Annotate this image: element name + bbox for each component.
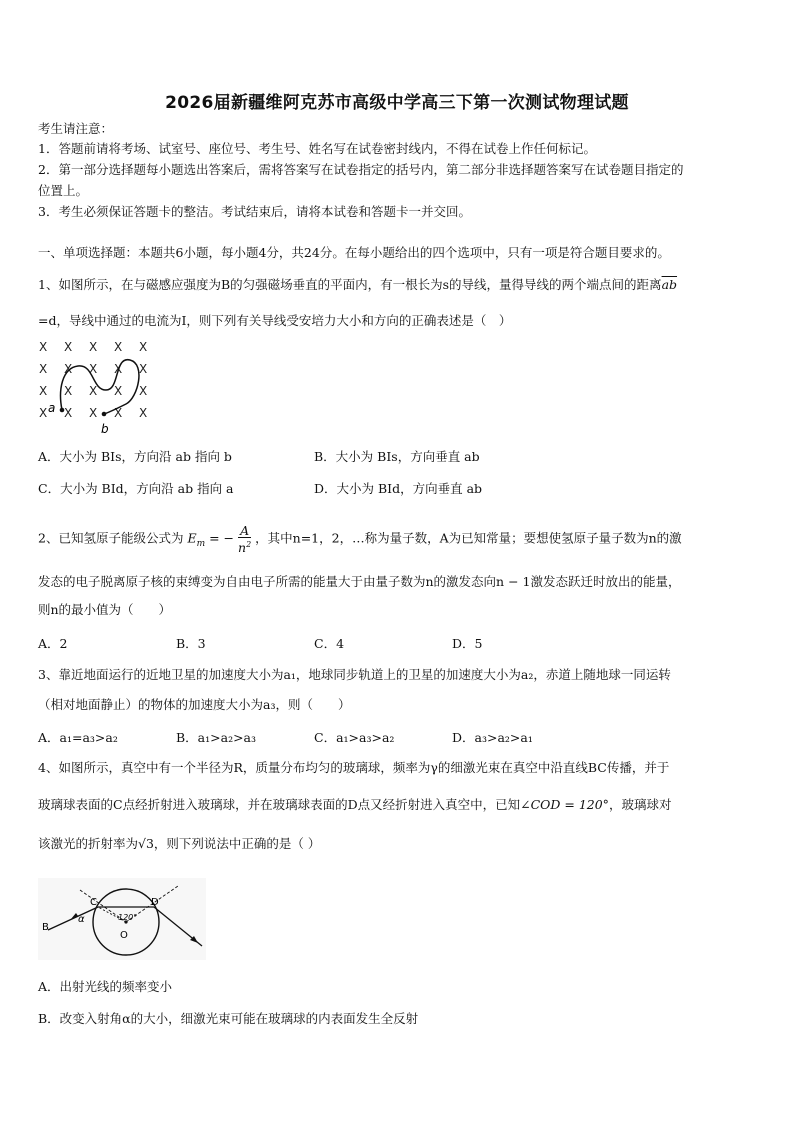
- q1-option-b[interactable]: B．大小为 BIs，方向垂直 ab: [314, 449, 480, 464]
- q1-option-d[interactable]: D．大小为 BId，方向垂直 ab: [314, 481, 483, 496]
- curved-wire: [61, 360, 139, 414]
- q3-option-a[interactable]: A．a₁=a₃>a₂: [38, 730, 118, 745]
- formula-den: n: [238, 540, 247, 556]
- x-mark: X: [114, 384, 123, 398]
- page-title: 2026届新疆维阿克苏市高级中学高三下第一次测试物理试题: [165, 93, 629, 113]
- label-O: O: [120, 930, 128, 941]
- x-mark: X: [64, 406, 73, 420]
- x-mark: X: [139, 362, 148, 376]
- q1-option-a[interactable]: A．大小为 BIs，方向沿 ab 指向 b: [38, 449, 232, 464]
- q4-stem-line1: 4、如图所示，真空中有一个半径为R，质量分布均匀的玻璃球，频率为γ的细激光束在真空中沿直线BC传播，并于: [38, 760, 670, 775]
- q4-option-a[interactable]: A．出射光线的频率变小: [38, 979, 173, 994]
- x-mark: X: [89, 406, 98, 420]
- x-mark: X: [89, 340, 98, 354]
- q1-magnetic-field-figure: [34, 338, 164, 438]
- formula-num: A: [238, 524, 251, 538]
- q1-stem-line2: =d，导线中通过的电流为I，则下列有关导线受安培力大小和方向的正确表述是（ ）: [38, 313, 512, 328]
- notice-heading: 考生请注意：: [38, 121, 114, 136]
- formula-pow: 2: [246, 540, 252, 549]
- x-mark: X: [39, 362, 48, 376]
- q4-stem-text-b: ，玻璃球对: [608, 797, 672, 812]
- x-mark: X: [39, 340, 48, 354]
- x-mark: X: [139, 384, 148, 398]
- x-mark: X: [64, 362, 73, 376]
- x-mark: X: [64, 340, 73, 354]
- formula-fraction: [238, 524, 251, 554]
- notice-item-2-cont: 位置上。: [38, 183, 89, 198]
- q2-stem-line1: [38, 524, 682, 554]
- x-mark: X: [39, 384, 48, 398]
- q2-option-b[interactable]: B．3: [176, 636, 206, 651]
- q2-stem-text-a: 2、已知氢原子能级公式为: [38, 530, 184, 546]
- x-mark: X: [89, 384, 98, 398]
- q2-option-c[interactable]: C．4: [314, 636, 345, 651]
- q2-stem-line2: 发态的电子脱离原子核的束缚变为自由电子所需的能量大于由量子数为n的激发态向n − 1激发态跃迁时放出的能量，: [38, 574, 681, 589]
- q4-stem-line2: [38, 796, 671, 814]
- q2-option-d[interactable]: D．5: [452, 636, 483, 651]
- label-b: b: [101, 422, 109, 436]
- formula-sub: m: [196, 539, 206, 550]
- q2-stem-line3: 则n的最小值为（ ）: [38, 602, 172, 617]
- q2-option-a[interactable]: A．2: [38, 636, 68, 651]
- label-D: D: [151, 897, 159, 908]
- q2-energy-formula: [187, 524, 251, 554]
- x-mark: X: [114, 362, 123, 376]
- label-B: B: [42, 922, 49, 933]
- x-mark: X: [114, 406, 123, 420]
- formula-lhs: E: [187, 530, 197, 546]
- q3-stem-line1: 3、靠近地面运行的近地卫星的加速度大小为a₁，地球同步轨道上的卫星的加速度大小为a₂，赤道上随地球一同运转: [38, 667, 671, 682]
- q1-stem-text: 1、如图所示，在与磁感应强度为B的匀强磁场垂直的平面内，有一根长为s的导线，量得导线的两个端点间的距离: [38, 277, 662, 292]
- formula-eq: = −: [209, 530, 235, 546]
- x-mark: X: [114, 340, 123, 354]
- x-mark: X: [39, 406, 48, 420]
- x-mark: X: [89, 362, 98, 376]
- q2-stem-text-b: ，其中n=1，2，…称为量子数，A为已知常量；要想使氢原子量子数为n的激: [255, 530, 682, 546]
- q1-option-c[interactable]: C．大小为 BId，方向沿 ab 指向 a: [38, 481, 234, 496]
- q4-angle-formula: ∠COD = 120°: [520, 797, 609, 812]
- q3-option-d[interactable]: D．a₃>a₂>a₁: [452, 730, 533, 745]
- endpoint-b: [102, 412, 107, 417]
- x-mark: X: [64, 384, 73, 398]
- q3-option-b[interactable]: B．a₁>a₂>a₃: [176, 730, 257, 745]
- x-mark: X: [139, 406, 148, 420]
- q3-stem-line2: （相对地面静止）的物体的加速度大小为a₃，则（ ）: [38, 697, 351, 712]
- q4-glass-sphere-figure: [38, 878, 206, 960]
- label-a: a: [48, 401, 56, 415]
- notice-item-1: 1．答题前请将考场、试室号、座位号、考生号、姓名写在试卷密封线内，不得在试卷上作任何标记。: [38, 141, 596, 156]
- label-C: C: [90, 897, 97, 908]
- section-heading: 一、单项选择题：本题共6小题，每小题4分，共24分。在每小题给出的四个选项中，只有一项是符合题目要求的。: [38, 245, 670, 260]
- q1-stem-line1: [38, 276, 677, 294]
- q4-stem-line3: 该激光的折射率为√3，则下列说法中正确的是（ ）: [38, 836, 321, 851]
- q4-option-b[interactable]: B．改变入射角α的大小，细激光束可能在玻璃球的内表面发生全反射: [38, 1011, 419, 1026]
- notice-item-3: 3．考生必须保证答题卡的整洁。考试结束后，请将本试卷和答题卡一并交回。: [38, 204, 471, 219]
- q3-option-c[interactable]: C．a₁>a₃>a₂: [314, 730, 395, 745]
- notice-item-2: 2．第一部分选择题每小题选出答案后，需将答案写在试卷指定的括号内，第二部分非选择题答案写在试卷题目指定的: [38, 162, 684, 177]
- q4-stem-text-a: 玻璃球表面的C点经折射进入玻璃球，并在玻璃球表面的D点又经折射进入真空中，已知: [38, 797, 521, 812]
- q1-overline-ab: $\overline{ab}$: [661, 277, 678, 292]
- endpoint-a: [60, 408, 65, 413]
- label-120: 120°: [118, 913, 138, 922]
- x-mark: X: [139, 340, 148, 354]
- label-alpha: α: [78, 914, 85, 925]
